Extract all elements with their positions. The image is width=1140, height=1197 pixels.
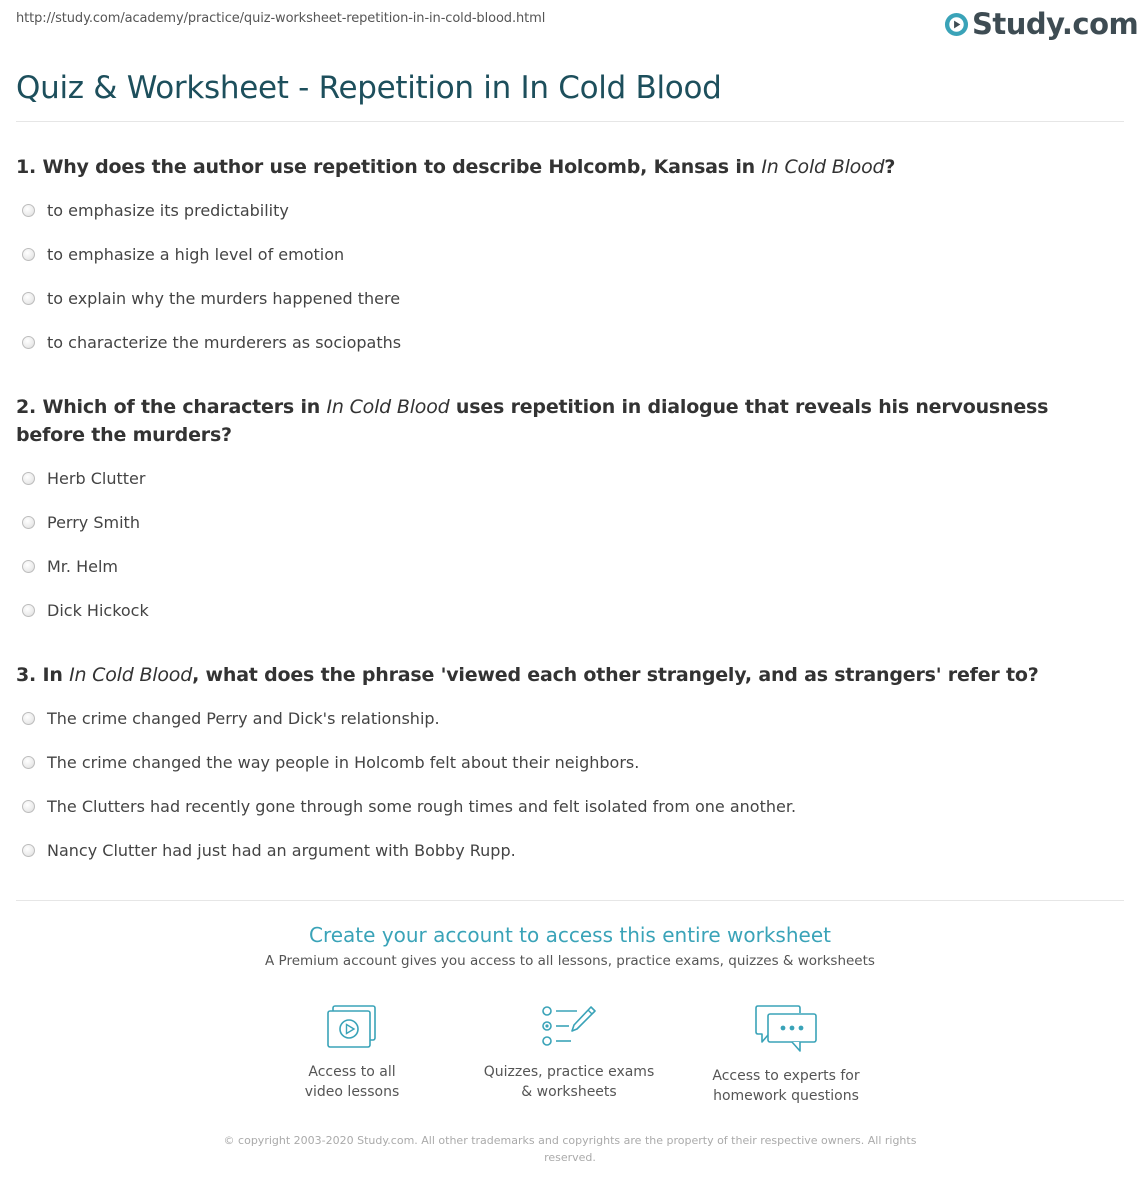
video-lessons-icon	[326, 1004, 378, 1050]
radio-button[interactable]	[22, 604, 35, 617]
copyright-notice: © copyright 2003-2020 Study.com. All other trademarks and copyrights are the property of their respective owners. All rights reserved.	[223, 1134, 917, 1164]
radio-button[interactable]	[22, 800, 35, 813]
cta-divider	[16, 900, 1124, 901]
radio-button[interactable]	[22, 516, 35, 529]
answer-option[interactable]: Herb Clutter	[22, 466, 145, 490]
quizzes-checklist-icon	[541, 1004, 597, 1050]
radio-button[interactable]	[22, 756, 35, 769]
answer-option[interactable]: to emphasize a high level of emotion	[22, 242, 344, 266]
radio-button[interactable]	[22, 248, 35, 261]
page-title: Quiz & Worksheet - Repetition in In Cold Blood	[16, 70, 722, 106]
experts-chat-icon	[754, 1004, 818, 1054]
question-2: 2. Which of the characters in In Cold Blood uses repetition in dialogue that reveals his nervousness before the murders?	[16, 396, 1049, 446]
answer-option[interactable]: Dick Hickock	[22, 598, 149, 622]
radio-button[interactable]	[22, 292, 35, 305]
page-url: http://study.com/academy/practice/quiz-worksheet-repetition-in-in-cold-blood.html	[16, 11, 546, 26]
radio-button[interactable]	[22, 712, 35, 725]
play-circle-icon	[944, 12, 969, 37]
logo-text: Study.com	[972, 7, 1139, 41]
radio-button[interactable]	[22, 560, 35, 573]
radio-button[interactable]	[22, 336, 35, 349]
feature-quizzes: Quizzes, practice exams & worksheets	[469, 1004, 669, 1102]
answer-option[interactable]: to characterize the murderers as sociopaths	[22, 330, 401, 354]
title-divider	[16, 121, 1124, 122]
answer-option[interactable]: Nancy Clutter had just had an argument with Bobby Rupp.	[22, 838, 516, 862]
answer-option[interactable]: to emphasize its predictability	[22, 198, 289, 222]
radio-button[interactable]	[22, 204, 35, 217]
radio-button[interactable]	[22, 844, 35, 857]
answer-option[interactable]: Mr. Helm	[22, 554, 118, 578]
answer-option[interactable]: Perry Smith	[22, 510, 140, 534]
question-1: 1. Why does the author use repetition to describe Holcomb, Kansas in In Cold Blood?	[16, 156, 896, 178]
answer-option[interactable]: to explain why the murders happened there	[22, 286, 400, 310]
answer-option[interactable]: The crime changed Perry and Dick's relationship.	[22, 706, 440, 730]
cta-subtitle: A Premium account gives you access to all lessons, practice exams, quizzes & worksheets	[265, 953, 875, 969]
feature-video-lessons: Access to all video lessons	[252, 1004, 452, 1102]
feature-experts: Access to experts for homework questions	[686, 1004, 886, 1106]
answer-option[interactable]: The Clutters had recently gone through some rough times and felt isolated from one another.	[22, 794, 796, 818]
question-3: 3. In In Cold Blood, what does the phrase 'viewed each other strangely, and as strangers' refer to?	[16, 664, 1039, 686]
cta-title[interactable]: Create your account to access this entire worksheet	[309, 923, 831, 947]
answer-option[interactable]: The crime changed the way people in Holcomb felt about their neighbors.	[22, 750, 639, 774]
study-logo[interactable]	[944, 6, 1138, 42]
radio-button[interactable]	[22, 472, 35, 485]
